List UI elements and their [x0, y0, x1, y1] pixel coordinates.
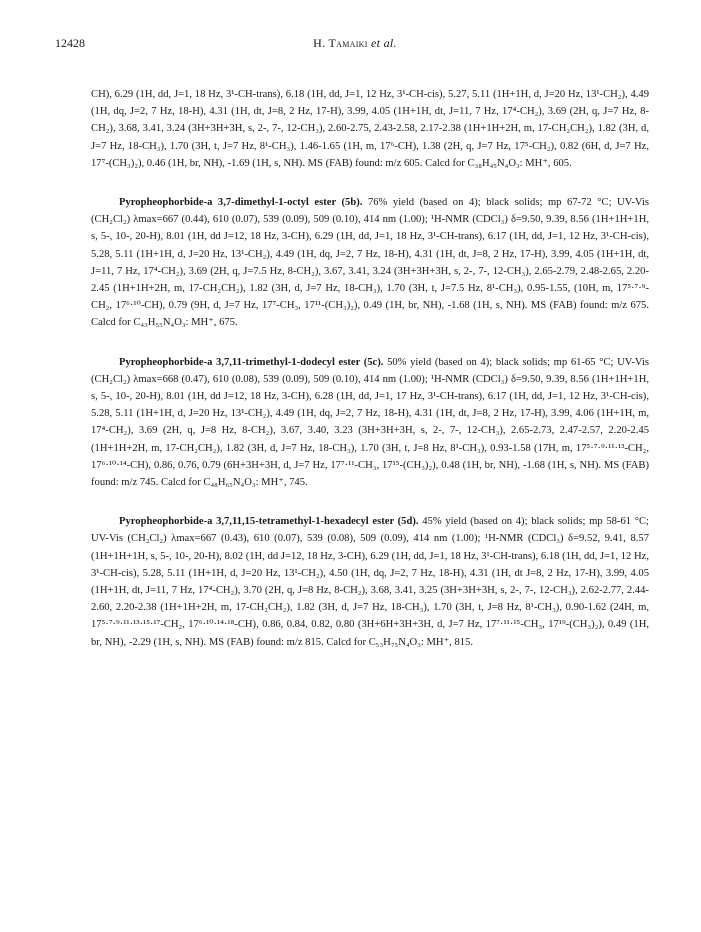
running-title: [55, 36, 655, 51]
running-title-author: H. Tamaiki: [313, 36, 368, 50]
paragraph-text: 50% yield (based on 4); black solids; mp 61-65 °C; UV-Vis (CH₂Cl₂) λmax=668 (0.47), 610 (0.08), 539 (0.09), 509 (0.10), 414 nm (1.00); ¹H-NMR (CDCl₃) δ=9.50, 9.39, 8.56 (1H+1H+1H, s, 5-, 10-, 20-H), 8.01 (1H, dd J=12, 18 Hz, 3-CH), 6.28 (1H, dd, J=1, 17 Hz, 3¹-CH-trans), 6.17 (1H, dd, J=1, 12 Hz, 3¹-CH-cis), 5.28, 5.11 (1H+1H, d, J=20 Hz, 13¹-CH₂), 4.49 (1H, dq, J=2, 7 Hz, 18-H), 4.31 (1H, dt, J=8, 2 Hz, 17-H), 3.99, 4.06 (1H+1H, m, 17⁴-CH₂), 3.69 (2H, q, J=8 Hz, 8-CH₂), 3.67, 3.40, 3.23 (3H+3H+3H, s, 2-, 7-, 12-CH₃), 2.65-2.73, 2.47-2.57, 2.20-2.45 (1H+1H+2H, m, 17-CH₂CH₂), 1.82 (3H, d, J=7 Hz, 18-CH₃), 1.70 (3H, t, J=8 Hz, 8¹-CH₃), 0.93-1.58 (17H, m, 17⁵·⁷·⁹·¹¹·¹³-CH₂, 17⁶·¹⁰·¹⁴-CH), 0.86, 0.76, 0.79 (6H+3H+3H, d, J=7 Hz, 17⁷·¹¹-CH₃, 17¹⁵-(CH₃)₂), 0.48 (1H, br, NH), -1.68 (1H, s, NH). MS (FAB) found: m/z 745. Calcd for C₄₈H₆₅N₄O₃: MH⁺, 745.: [91, 356, 650, 489]
article-body: [91, 86, 649, 651]
page-header: [55, 36, 655, 54]
compound-title: Pyropheophorbide-a 3,7-dimethyl-1-octyl ester (5b).: [119, 197, 363, 209]
paragraph-text: 76% yield (based on 4); black solids; mp 67-72 °C; UV-Vis (CH₂Cl₂) λmax=667 (0.44), 610 (0.07), 539 (0.09), 509 (0.10), 414 nm (1.00); ¹H-NMR (CDCl₃) δ=9.50, 9.39, 8.56 (1H+1H+1H, s, 5-, 10-, 20-H), 8.01 (1H, dd J=12, 18 Hz, 3-CH), 6.29 (1H, dd, J=1, 18 Hz, 3¹-CH-trans), 6.17 (1H, dd, J=1, 12 Hz, 3¹-CH-cis), 5.28, 5.11 (1H+1H, d, J=20 Hz, 13¹-CH₂), 4.49 (1H, dq, J=2, 7 Hz, 18-H), 4.31 (1H, dt, J=8, 2 Hz, 17-H), 3.99, 4.05 (1H+1H, dt, J=11, 7 Hz, 17⁴-CH₂), 3.69 (2H, q, J=7.5 Hz, 8-CH₂), 3.67, 3.41, 3.24 (3H+3H+3H, s, 2-, 7-, 12-CH₃), 2.65-2.79, 2.48-2.65, 2.20-2.45 (1H+1H+2H, m, 17-CH₂CH₂), 1.82 (3H, d, J=7 Hz, 18-CH₃), 1.70 (3H, t, J=7.5 Hz, 8¹-CH₃), 0.95-1.55, (10H, m, 17⁵·⁷·⁹-CH₂, 17⁶·¹⁰-CH), 0.79 (9H, d, J=7 Hz, 17⁷-CH₃, 17¹¹-(CH₃)₂), 0.49 (1H, br, NH), -1.68 (1H, s, NH). MS (FAB) found: m/z 675. Calcd for C₄₃H₅₅N₄O₃: MH⁺, 675.: [91, 197, 649, 329]
paragraph-text: CH), 6.29 (1H, dd, J=1, 18 Hz, 3¹-CH-trans), 6.18 (1H, dd, J=1, 12 Hz, 3¹-CH-cis), 5.27, 5.11 (1H+1H, d, J=20 Hz, 13¹-CH₂), 4.49 (1H, dq, J=2, 7 Hz, 18-H), 4.31 (1H, dt, J=8, 2 Hz, 17-H), 3.99, 4.05 (1H+1H, dt, J=11, 7 Hz, 17⁴-CH₂), 3.69 (2H, q, J=7 Hz, 8-CH₂), 3.68, 3.41, 3.24 (3H+3H+3H, s, 2-, 7-, 12-CH₃), 2.60-2.75, 2.43-2.58, 2.17-2.38 (1H+1H+2H, m, 17-CH₂CH₂), 1.82 (3H, d, J=7 Hz, 18-CH₃), 1.70 (3H, t, J=7 Hz, 8¹-CH₃), 1.46-1.65 (1H, m, 17⁶-CH), 1.38 (2H, q, J=7 Hz, 17⁵-CH₂), 0.82 (6H, d, J=7 Hz, 17⁷-(CH₃)₂), 0.46 (1H, br, NH), -1.69 (1H, s, NH). MS (FAB) found: m/z 605. Calcd for C₃₈H₄₅N₄O₃: MH⁺, 605.: [91, 89, 649, 169]
page-number: 12428: [55, 36, 85, 50]
compound-title: Pyropheophorbide-a 3,7,11-trimethyl-1-dodecyl ester (5c).: [119, 356, 384, 368]
running-title-etal: et al.: [371, 36, 397, 50]
paragraph-5b: [91, 194, 649, 332]
paragraph-5a-continued: [91, 86, 649, 172]
compound-title: Pyropheophorbide-a 3,7,11,15-tetramethyl-1-hexadecyl ester (5d).: [119, 516, 419, 528]
paragraph-text: 45% yield (based on 4); black solids; mp 58-61 °C; UV-Vis (CH₂Cl₂) λmax=667 (0.43), 610 (0.07), 539 (0.08), 509 (0.09), 414 nm (1.00); ¹H-NMR (CDCl₃) δ=9.52, 9.41, 8.57 (1H+1H+1H, s, 5-, 10-, 20-H), 8.02 (1H, dd J=12, 18 Hz, 3-CH), 6.29 (1H, dd, J=1, 18 Hz, 3¹-CH-trans), 6.18 (1H, dd, J=1, 12 Hz, 3¹-CH-cis), 5.28, 5.11 (1H+1H, d, J=20 Hz, 13¹-CH₂), 4.50 (1H, dq, J=2, 7 Hz, 18-H), 4.31 (1H, dt J=8, 2 Hz, 17-H), 3.99, 4.05 (1H+1H, dt, J=11, 7 Hz, 17⁴-CH₂), 3.70 (2H, q, J=8 Hz, 8-CH₂), 3.68, 3.41, 3.25 (3H+3H+3H, s, 2-, 7-, 12-CH₃), 2.62-2.77, 2.44-2.60, 2.20-2.38 (1H+1H+2H, m, 17-CH₂CH₂), 1.82 (3H, d, J=7 Hz, 18-CH₃), 1.70 (3H, t, J=8 Hz, 8¹-CH₃), 0.90-1.62 (24H, m, 17⁵·⁷·⁹·¹¹·¹³·¹⁵·¹⁷-CH₂, 17⁶·¹⁰·¹⁴·¹⁸-CH), 0.86, 0.84, 0.82, 0.80 (3H+6H+3H+3H, d, J=7 Hz, 17⁷·¹¹·¹⁵-CH₃, 17¹⁹-(CH₃)₂), 0.49 (1H, br, NH), -2.29 (1H, s, NH). MS (FAB) found: m/z 815. Calcd for C₅₃H₇₅N₄O₃: MH⁺, 815.: [91, 516, 649, 648]
paragraph-5d: [91, 513, 649, 651]
paragraph-5c: [91, 354, 649, 492]
